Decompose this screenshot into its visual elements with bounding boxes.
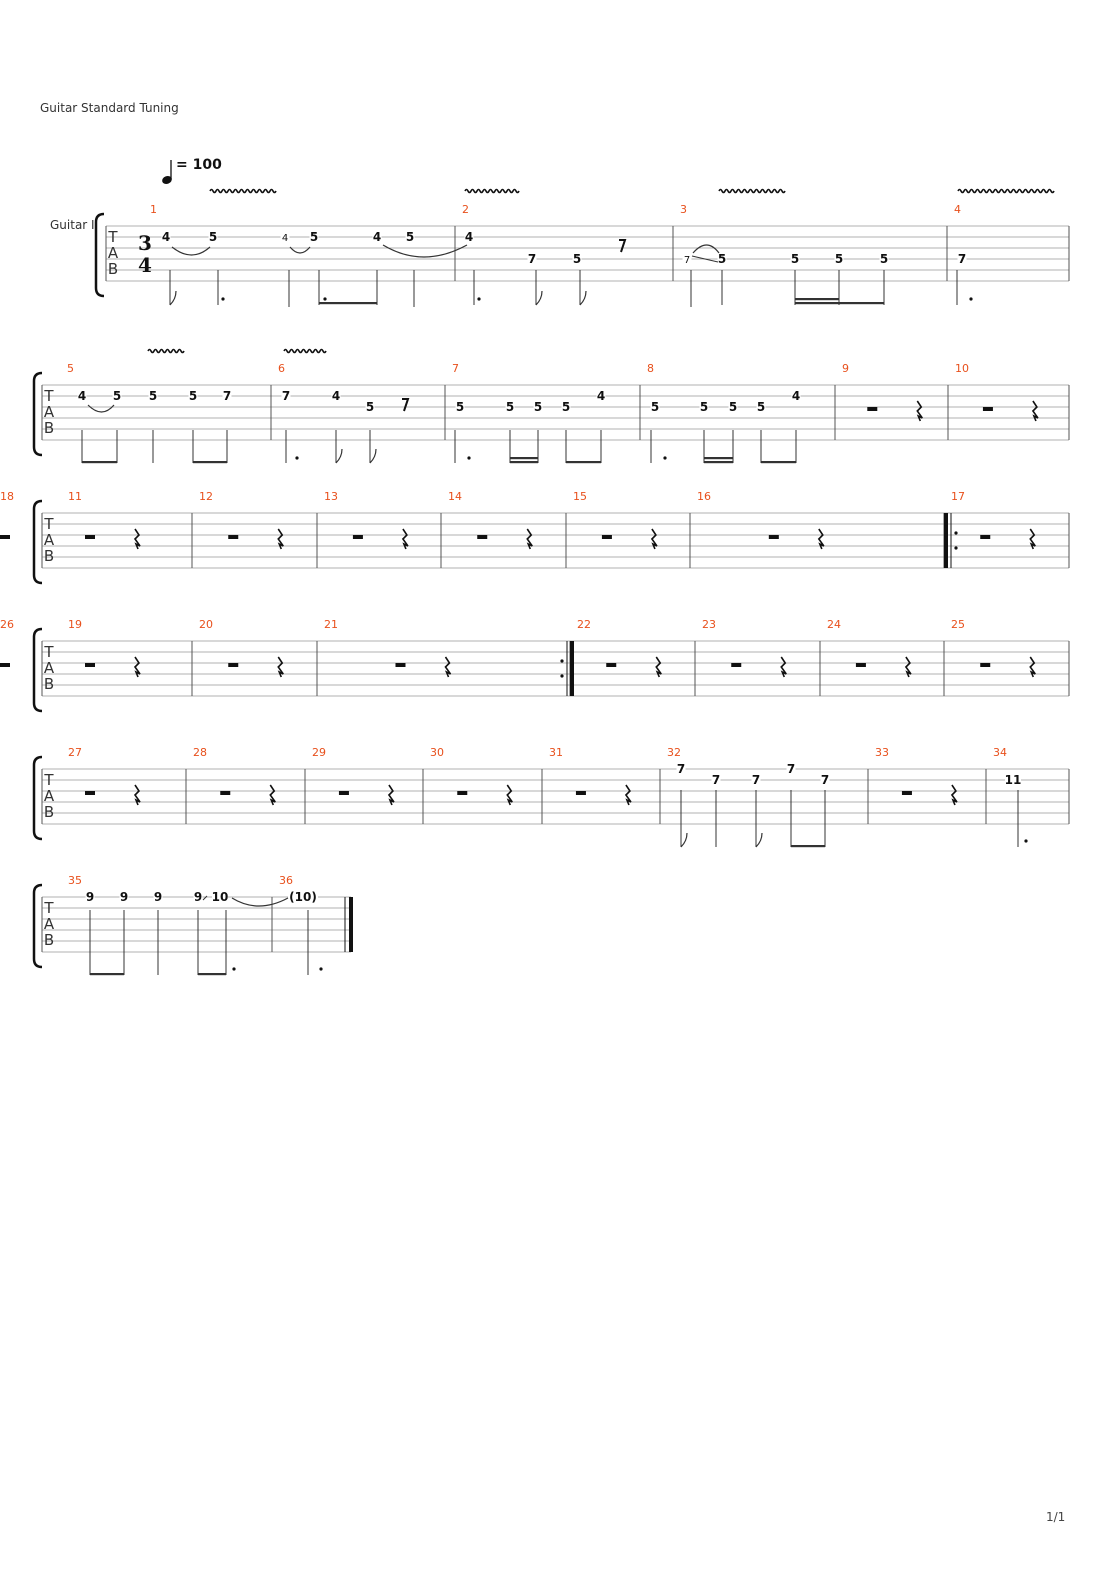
vibrato-mark (148, 350, 184, 353)
tab-clef-b: B (43, 419, 55, 437)
tie-mark (88, 405, 114, 412)
note-beam (90, 973, 124, 975)
fret-number: 7 (711, 773, 721, 787)
rhythm-dot (477, 297, 480, 300)
system-bracket (34, 373, 42, 455)
tab-clef-a: A (43, 787, 55, 805)
measure-number: 24 (827, 618, 841, 631)
half-rest (769, 535, 779, 539)
fret-number: 4 (331, 389, 341, 403)
rhythm-dot (319, 967, 322, 970)
final-thick-bar (349, 897, 353, 952)
half-rest (457, 791, 467, 795)
tab-clef-a: A (43, 659, 55, 677)
fret-number: 4 (596, 389, 606, 403)
measure-number: 14 (448, 490, 462, 503)
note-beam (319, 302, 377, 304)
measure-number: 25 (951, 618, 965, 631)
eighth-rest (619, 240, 625, 252)
measure-number: 23 (702, 618, 716, 631)
fret-number: 4 (281, 233, 289, 244)
half-rest (983, 407, 993, 411)
repeat-dot (560, 659, 563, 662)
rhythm-dot (663, 456, 666, 459)
fret-number: 7 (751, 773, 761, 787)
half-rest (867, 407, 877, 411)
vibrato-mark (210, 190, 276, 193)
fret-number: 5 (790, 252, 800, 266)
half-rest (980, 663, 990, 667)
system-bracket (34, 629, 42, 711)
half-rest (339, 791, 349, 795)
half-rest (731, 663, 741, 667)
measure-number: 11 (68, 490, 82, 503)
tab-clef-t: T (44, 515, 54, 533)
fret-number: 9 (85, 890, 95, 904)
measure-number: 28 (193, 746, 207, 759)
fret-number: 5 (112, 389, 122, 403)
measure-number: 35 (68, 874, 82, 887)
note-flag (336, 449, 342, 463)
measure-number: 33 (875, 746, 889, 759)
tab-clef-t: T (44, 899, 54, 917)
fret-number: 4 (372, 230, 382, 244)
measure-number: 8 (647, 362, 654, 375)
fret-number: 7 (676, 762, 686, 776)
vibrato-mark (958, 190, 1054, 193)
note-beam (193, 461, 227, 463)
rhythm-dot (221, 297, 224, 300)
tab-clef-b: B (43, 547, 55, 565)
note-beam (704, 461, 733, 463)
fret-number: 5 (505, 400, 515, 414)
note-beam (198, 973, 226, 975)
fret-number: 7 (786, 762, 796, 776)
track-name: Guitar I (50, 218, 95, 232)
note-beam (704, 457, 733, 459)
tempo-mark: = 100 (176, 157, 222, 173)
measure-number: 2 (462, 203, 469, 216)
measure-number: 5 (67, 362, 74, 375)
fret-number: 5 (756, 400, 766, 414)
measure-number: 17 (951, 490, 965, 503)
note-flag (370, 449, 376, 463)
repeat-dot (560, 674, 563, 677)
fret-number: 5 (699, 400, 709, 414)
measure-number: 18 (0, 490, 14, 503)
time-signature-top: 3 (138, 231, 152, 255)
measure-number: 29 (312, 746, 326, 759)
rhythm-dot (295, 456, 298, 459)
tab-clef-b: B (107, 260, 119, 278)
measure-number: 20 (199, 618, 213, 631)
measure-number: 26 (0, 618, 14, 631)
note-beam (566, 461, 601, 463)
half-rest (0, 535, 10, 539)
note-beam (795, 302, 884, 304)
fret-number: 5 (728, 400, 738, 414)
note-beam (791, 845, 825, 847)
measure-number: 15 (573, 490, 587, 503)
fret-number: 9 (193, 890, 203, 904)
system-bracket (34, 885, 42, 967)
system-bracket (34, 501, 42, 583)
repeat-dot (954, 546, 957, 549)
tab-clef-a: A (107, 244, 119, 262)
fret-number: 5 (650, 400, 660, 414)
fret-number: 7 (820, 773, 830, 787)
eighth-rest (402, 399, 408, 411)
measure-number: 31 (549, 746, 563, 759)
tie-mark (383, 245, 467, 257)
tuning-label: Guitar Standard Tuning (40, 101, 179, 115)
fret-number: 5 (533, 400, 543, 414)
half-rest (85, 535, 95, 539)
fret-number: 5 (309, 230, 319, 244)
fret-number: 5 (208, 230, 218, 244)
fret-number: 5 (148, 389, 158, 403)
fret-number: 7 (281, 389, 291, 403)
tie-mark (232, 898, 288, 906)
note-beam (510, 457, 538, 459)
page-number: 1/1 (1046, 1510, 1066, 1524)
fret-number: 5 (879, 252, 889, 266)
tab-clef-t: T (44, 387, 54, 405)
fret-number: 7 (527, 252, 537, 266)
measure-number: 4 (954, 203, 961, 216)
measure-number: 27 (68, 746, 82, 759)
half-rest (395, 663, 405, 667)
fret-number: 7 (683, 255, 691, 266)
repeat-end-thick-bar (570, 641, 574, 696)
tab-clef-t: T (44, 771, 54, 789)
fret-number: 9 (153, 890, 163, 904)
fret-number: 4 (791, 389, 801, 403)
measure-number: 10 (955, 362, 969, 375)
fret-number: 5 (405, 230, 415, 244)
measure-number: 1 (150, 203, 157, 216)
fret-number: 5 (834, 252, 844, 266)
fret-number: 9 (119, 890, 129, 904)
half-rest (228, 535, 238, 539)
note-flag (580, 291, 586, 305)
half-rest (85, 791, 95, 795)
note-beam (510, 461, 538, 463)
half-rest (85, 663, 95, 667)
fret-number: 4 (77, 389, 87, 403)
tab-clef-a: A (43, 915, 55, 933)
note-flag (756, 833, 762, 847)
half-rest (980, 535, 990, 539)
measure-number: 3 (680, 203, 687, 216)
rhythm-dot (1024, 839, 1027, 842)
measure-number: 30 (430, 746, 444, 759)
measure-number: 22 (577, 618, 591, 631)
fret-number: (10) (289, 890, 317, 904)
half-rest (220, 791, 230, 795)
measure-number: 21 (324, 618, 338, 631)
fret-number: 5 (365, 400, 375, 414)
measure-number: 16 (697, 490, 711, 503)
system-bracket (96, 214, 104, 296)
system-bracket (34, 757, 42, 839)
note-beam (82, 461, 117, 463)
tab-clef-b: B (43, 675, 55, 693)
measure-number: 12 (199, 490, 213, 503)
half-rest (576, 791, 586, 795)
note-flag (681, 833, 687, 847)
rhythm-dot (232, 967, 235, 970)
fret-number: 5 (455, 400, 465, 414)
tab-clef-b: B (43, 931, 55, 949)
fret-number: 5 (572, 252, 582, 266)
half-rest (856, 663, 866, 667)
fret-number: 11 (1004, 773, 1022, 787)
fret-number: 5 (717, 252, 727, 266)
half-rest (602, 535, 612, 539)
tie-mark (693, 245, 719, 253)
vibrato-mark (719, 190, 785, 193)
fret-number: 5 (188, 389, 198, 403)
measure-number: 6 (278, 362, 285, 375)
half-rest (606, 663, 616, 667)
repeat-start-thick-bar (944, 513, 948, 568)
half-rest (0, 663, 10, 667)
tab-clef-b: B (43, 803, 55, 821)
measure-number: 13 (324, 490, 338, 503)
repeat-dot (954, 531, 957, 534)
tab-clef-t: T (108, 228, 118, 246)
half-rest (902, 791, 912, 795)
note-flag (536, 291, 542, 305)
fret-number: 10 (211, 890, 229, 904)
half-rest (477, 535, 487, 539)
rhythm-dot (323, 297, 326, 300)
measure-number: 32 (667, 746, 681, 759)
fret-number: 4 (161, 230, 171, 244)
half-rest (228, 663, 238, 667)
measure-number: 34 (993, 746, 1007, 759)
rhythm-dot (467, 456, 470, 459)
measure-number: 19 (68, 618, 82, 631)
note-beam (795, 298, 839, 300)
vibrato-mark (284, 350, 326, 353)
rhythm-dot (969, 297, 972, 300)
tab-clef-t: T (44, 643, 54, 661)
time-signature-bottom: 4 (138, 253, 152, 277)
vibrato-mark (465, 190, 519, 193)
note-flag (170, 291, 176, 305)
fret-number: 5 (561, 400, 571, 414)
note-beam (761, 461, 796, 463)
measure-number: 7 (452, 362, 459, 375)
half-rest (353, 535, 363, 539)
measure-number: 9 (842, 362, 849, 375)
tab-clef-a: A (43, 403, 55, 421)
fret-number: 7 (222, 389, 232, 403)
measure-number: 36 (279, 874, 293, 887)
tab-clef-a: A (43, 531, 55, 549)
fret-number: 4 (464, 230, 474, 244)
fret-number: 7 (957, 252, 967, 266)
